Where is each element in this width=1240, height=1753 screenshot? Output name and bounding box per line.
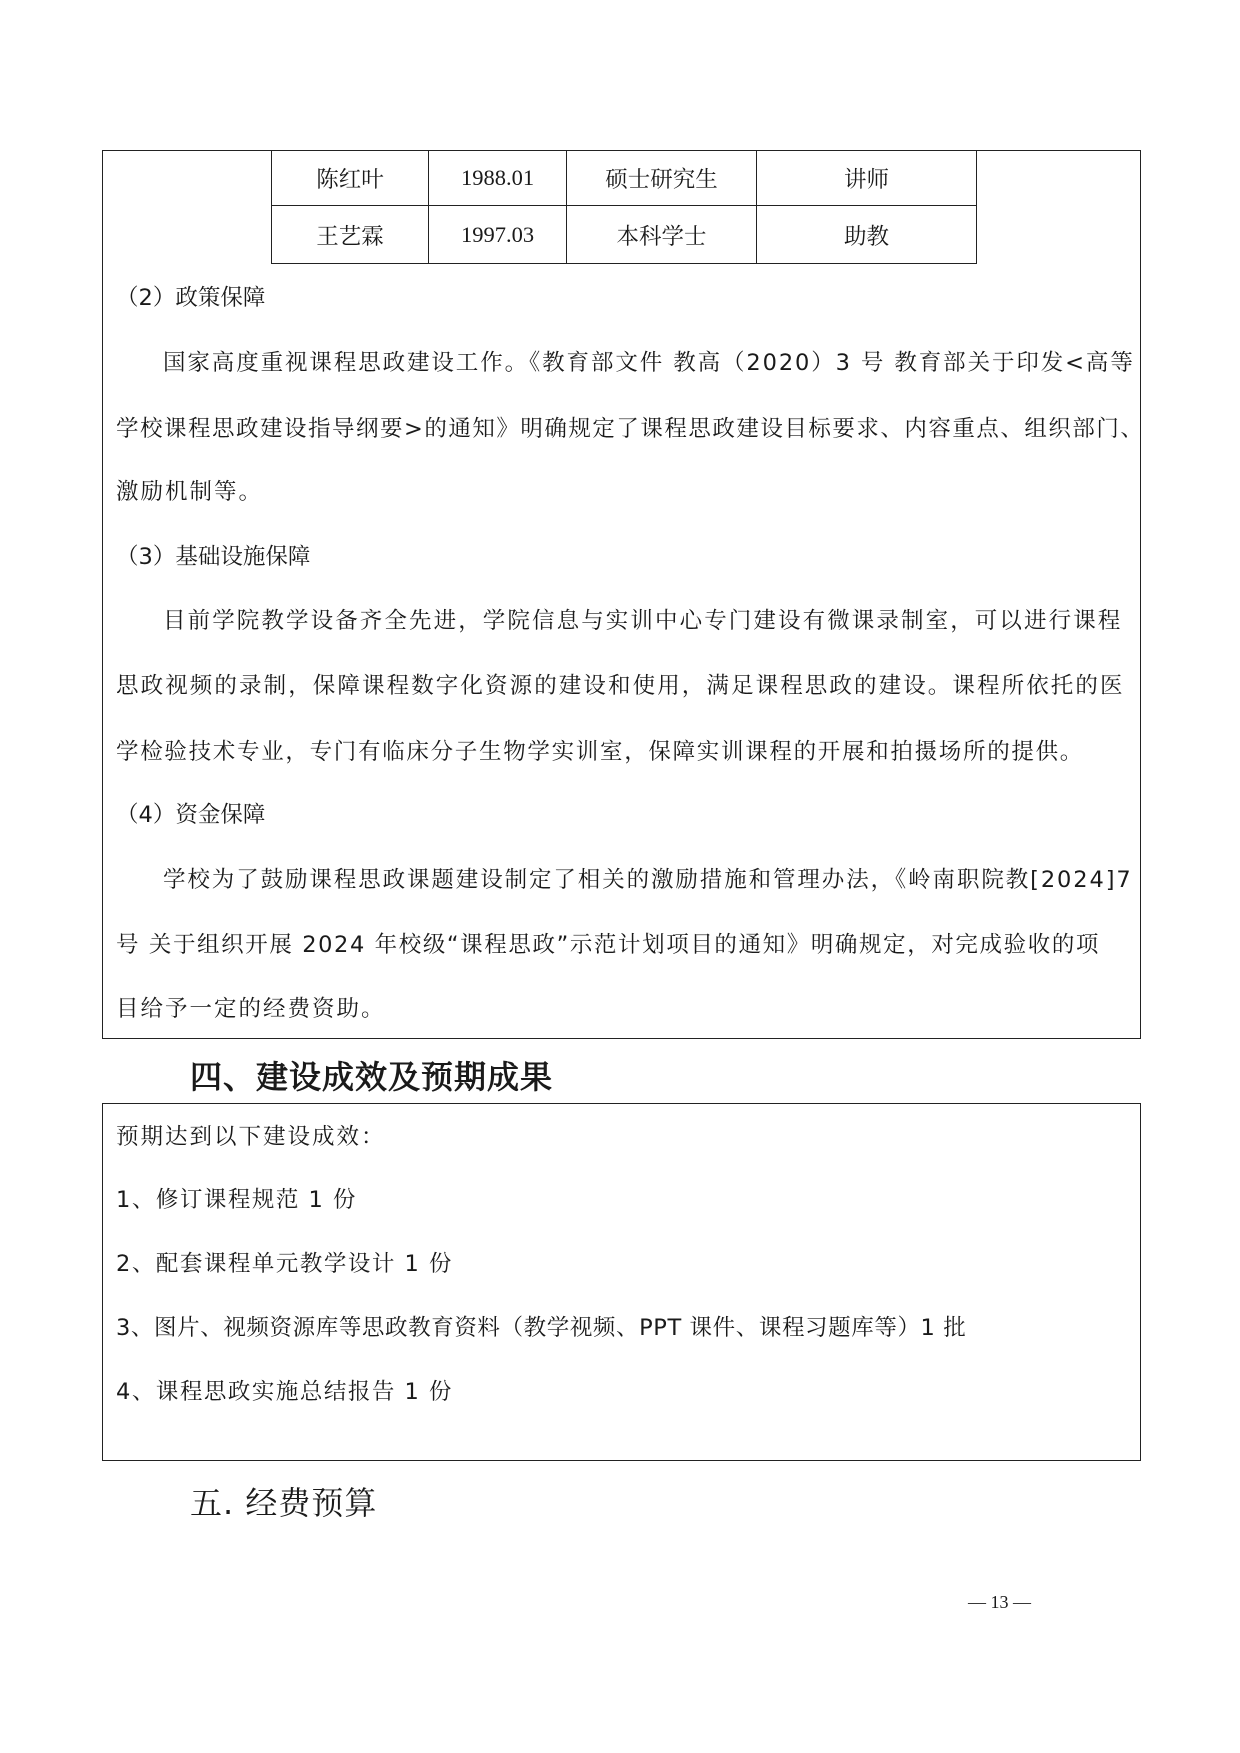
staff-name-cell: 陈红叶 <box>272 151 429 206</box>
staff-title-cell: 助教 <box>757 206 977 264</box>
staff-birth-cell: 1997.03 <box>429 206 567 264</box>
section4-title: 四、建设成效及预期成果 <box>190 1058 554 1096</box>
staff-degree-cell: 硕士研究生 <box>567 151 757 206</box>
table-row <box>272 206 977 264</box>
infrastructure-line-2: 思政视频的录制，保障课程数字化资源的建设和使用，满足课程思政的建设。课程所依托的医 <box>116 673 1125 699</box>
staff-birth-cell: 1988.01 <box>429 151 567 206</box>
staff-name-cell: 王艺霖 <box>272 206 429 264</box>
funding-line-1: 学校为了鼓励课程思政课题建设制定了相关的激励措施和管理办法，《岭南职院教[2024]7 <box>163 867 1133 893</box>
funding-heading: （4）资金保障 <box>116 802 266 828</box>
section3-box <box>102 150 1141 1039</box>
section5-title: 五. 经费预算 <box>190 1484 378 1522</box>
page-number: — 13 — <box>968 1592 1031 1612</box>
staff-title-cell: 讲师 <box>757 151 977 206</box>
infrastructure-line-1: 目前学院教学设备齐全先进，学院信息与实训中心专门建设有微课录制室，可以进行课程 <box>163 608 1123 634</box>
list-item: 4、课程思政实施总结报告 1 份 <box>116 1379 453 1405</box>
infrastructure-heading: （3）基础设施保障 <box>116 544 311 570</box>
section4-box <box>102 1103 1141 1461</box>
infrastructure-line-3: 学检验技术专业，专门有临床分子生物学实训室，保障实训课程的开展和拍摄场所的提供。 <box>116 739 1085 765</box>
policy-line-3: 激励机制等。 <box>116 479 264 505</box>
list-item: 2、配套课程单元教学设计 1 份 <box>116 1251 453 1277</box>
section4-intro: 预期达到以下建设成效： <box>116 1124 386 1150</box>
staff-degree-cell: 本科学士 <box>567 206 757 264</box>
staff-table <box>271 150 977 264</box>
list-item: 3、图片、视频资源库等思政教育资料（教学视频、PPT 课件、课程习题库等）1 批 <box>116 1315 967 1341</box>
funding-line-2: 号 关于组织开展 2024 年校级“课程思政”示范计划项目的通知》明确规定，对完成验收的项 <box>116 932 1101 958</box>
funding-line-3: 目给予一定的经费资助。 <box>116 996 386 1022</box>
list-item: 1、修订课程规范 1 份 <box>116 1187 357 1213</box>
policy-line-1: 国家高度重视课程思政建设工作。《教育部文件 教高（2020）3 号 教育部关于印发<高等 <box>163 350 1135 376</box>
policy-heading: （2）政策保障 <box>116 285 266 311</box>
table-row <box>272 151 977 206</box>
policy-line-2: 学校课程思政建设指导纲要>的通知》明确规定了课程思政建设目标要求、内容重点、组织部门、 <box>116 416 1145 442</box>
